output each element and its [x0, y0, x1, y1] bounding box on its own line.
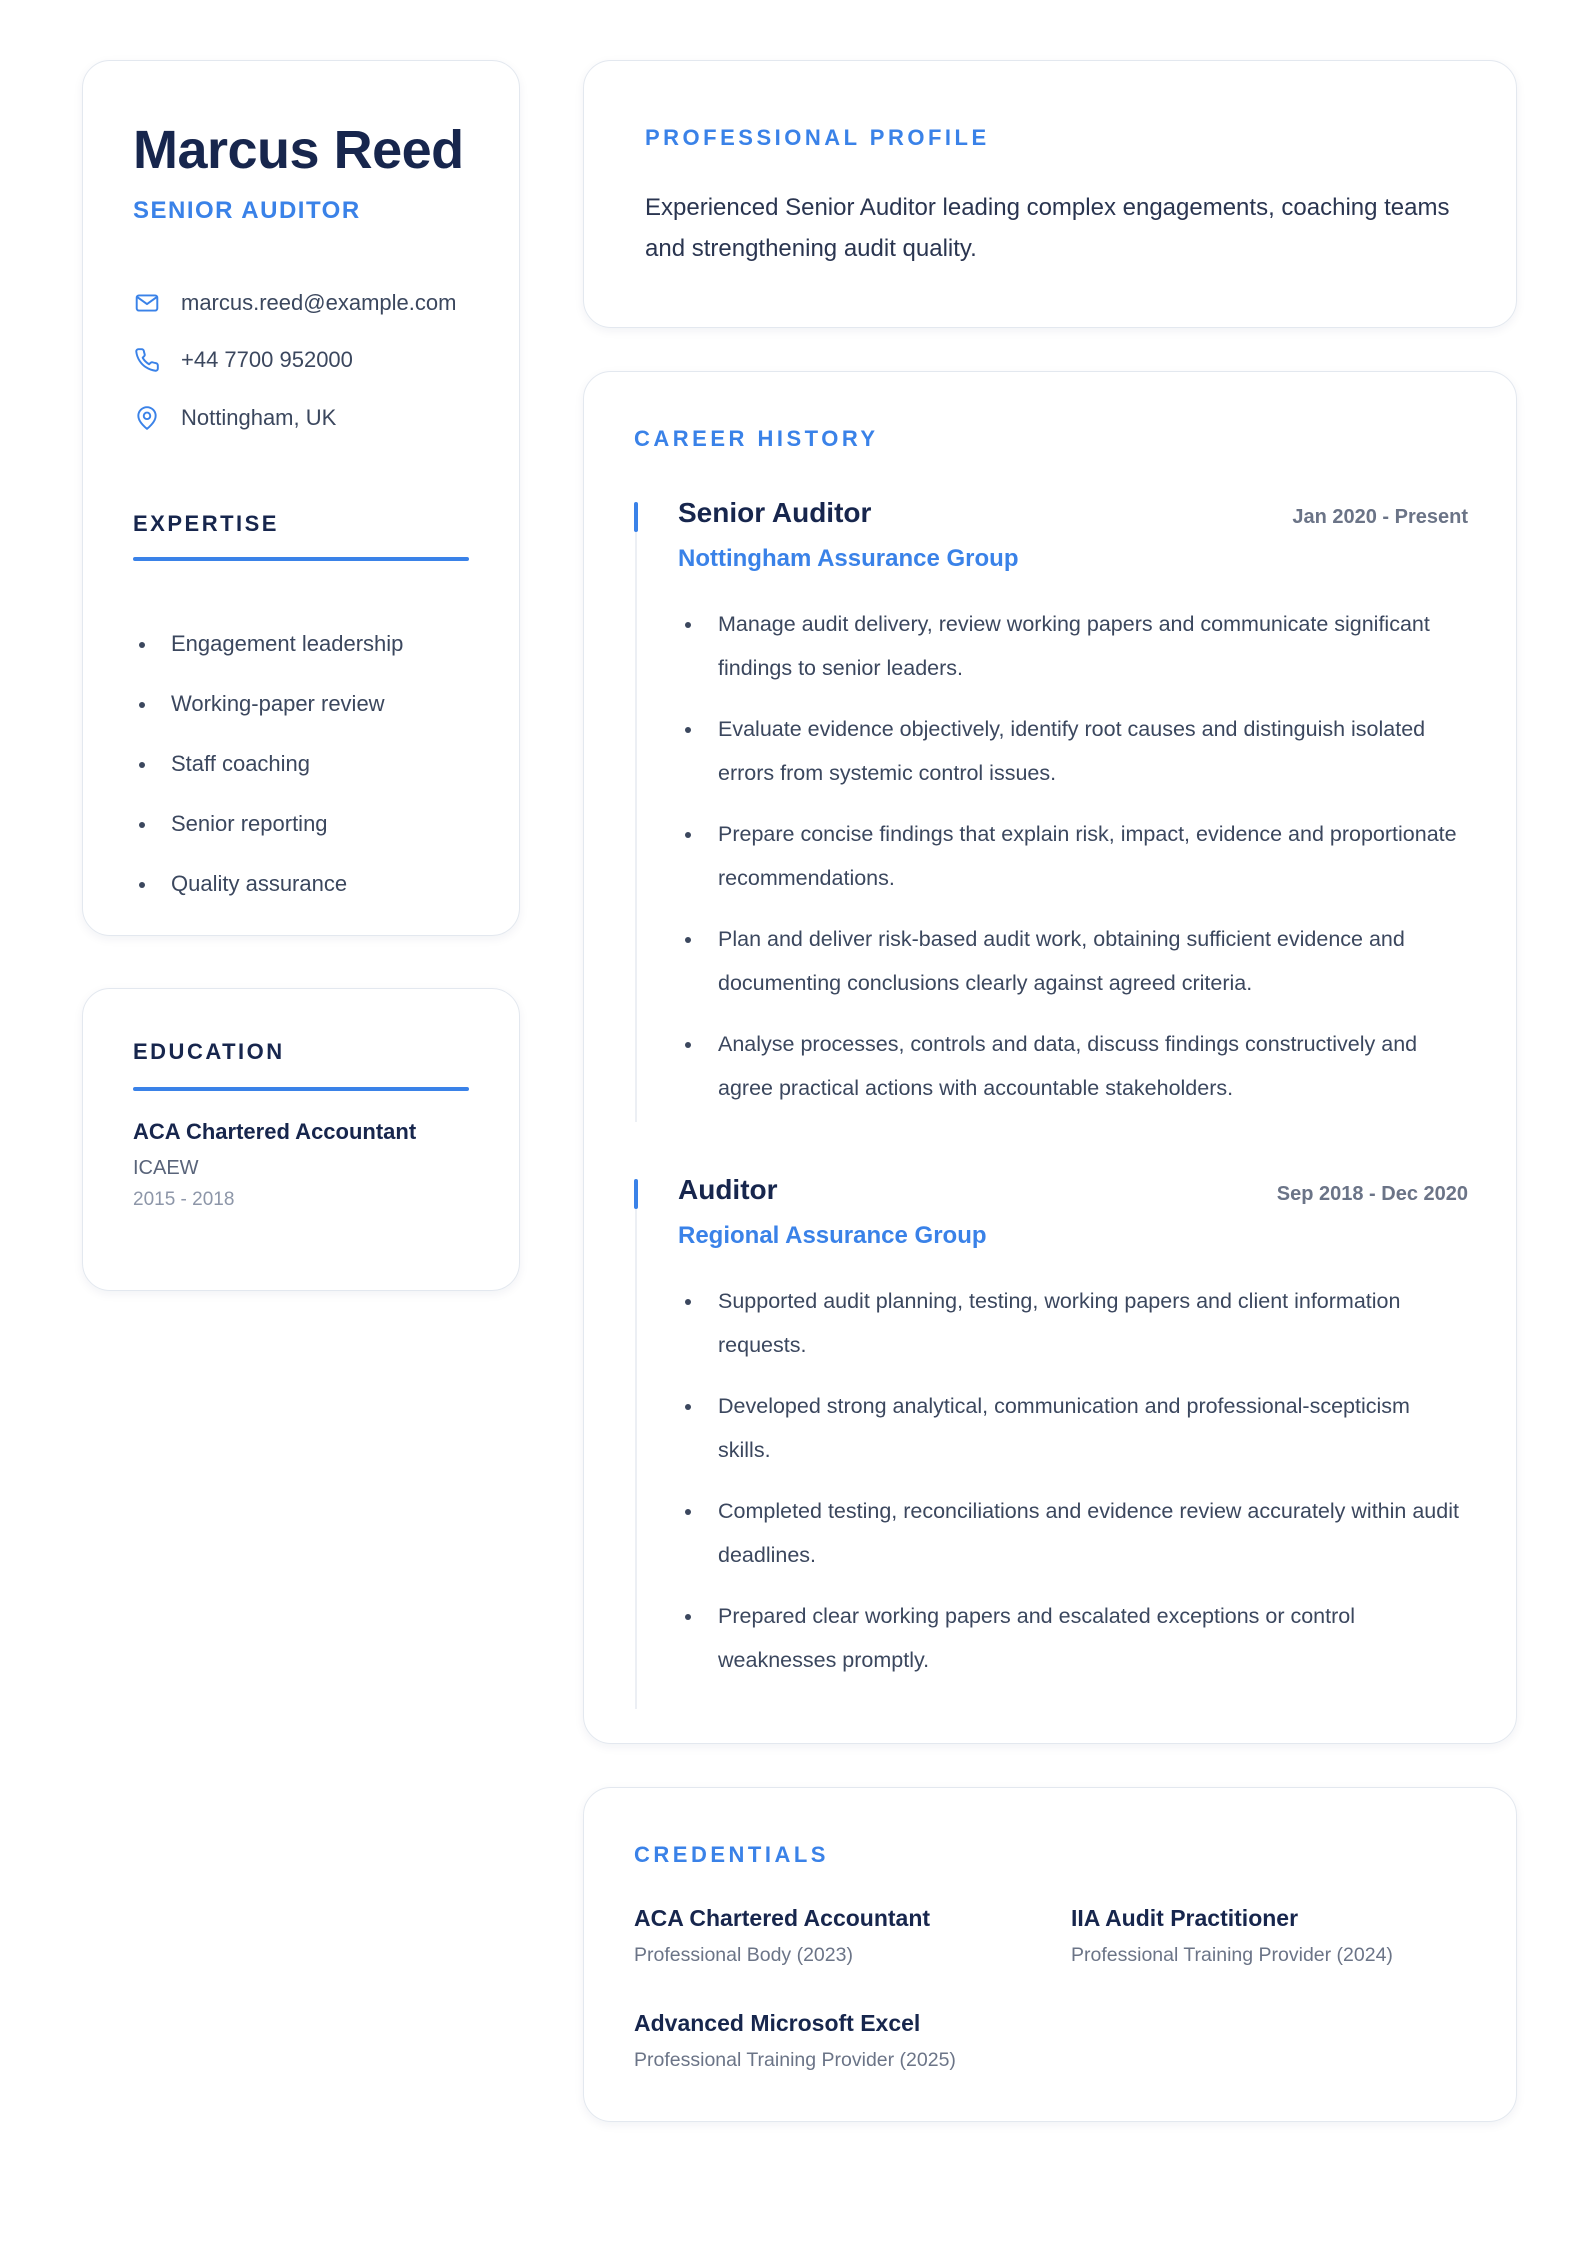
job-title: Auditor	[678, 1174, 778, 1205]
profile-summary: Experienced Senior Auditor leading complex engagements, coaching teams and strengthening audit quality.	[645, 194, 1450, 262]
credential-title: ACA Chartered Accountant	[634, 1905, 931, 1931]
job-company: Regional Assurance Group	[678, 1222, 987, 1249]
identity-card	[82, 60, 520, 936]
education-years: 2015 - 2018	[133, 1189, 235, 1210]
list-item: Analyse processes, controls and data, discuss findings constructively and agree practical actions with accountable stakeholders.	[678, 1022, 1468, 1110]
list-item: Quality assurance	[133, 871, 403, 931]
job-entry-senior-auditor	[634, 497, 1468, 1122]
credential-title: IIA Audit Practitioner	[1071, 1905, 1299, 1931]
contact-phone[interactable]	[133, 346, 353, 374]
list-item: Working-paper review	[133, 691, 403, 751]
location-pin-icon	[133, 404, 161, 432]
education-heading: EDUCATION	[133, 1039, 285, 1064]
bullet-icon	[685, 937, 691, 943]
bullet-icon	[685, 1509, 691, 1515]
job-company: Nottingham Assurance Group	[678, 545, 1019, 572]
career-card	[583, 371, 1517, 1744]
bullet-icon	[139, 822, 145, 828]
contact-location-text: Nottingham, UK	[181, 405, 337, 430]
job-bullets	[678, 1279, 1468, 1699]
bullet-icon	[685, 832, 691, 838]
bullet-icon	[685, 1042, 691, 1048]
education-degree: ACA Chartered Accountant	[133, 1119, 417, 1144]
list-item: Staff coaching	[133, 751, 403, 811]
job-dates: Sep 2018 - Dec 2020	[1276, 1183, 1468, 1205]
credential-detail: Professional Body (2023)	[634, 1944, 853, 1966]
list-item: Prepared clear working papers and escalated exceptions or control weaknesses promptly.	[678, 1594, 1468, 1682]
contact-location	[133, 404, 336, 432]
bullet-icon	[139, 642, 145, 648]
profile-heading: PROFESSIONAL PROFILE	[645, 125, 990, 150]
candidate-name: Marcus Reed	[133, 120, 464, 180]
list-item: Manage audit delivery, review working papers and communicate significant findings to senior leaders.	[678, 602, 1468, 690]
bullet-icon	[685, 1404, 691, 1410]
credentials-card	[583, 1787, 1517, 2122]
contact-email[interactable]	[133, 289, 456, 317]
list-item: Completed testing, reconciliations and evidence review accurately within audit deadlines.	[678, 1489, 1468, 1577]
bullet-icon	[685, 1614, 691, 1620]
list-item: Engagement leadership	[133, 631, 403, 691]
expertise-list	[133, 631, 403, 931]
job-dates: Jan 2020 - Present	[1292, 506, 1468, 528]
list-item: Evaluate evidence objectively, identify root causes and distinguish isolated errors from systemic control issues.	[678, 707, 1468, 795]
bullet-icon	[139, 882, 145, 888]
education-card	[82, 988, 520, 1291]
job-bullets	[678, 602, 1468, 1127]
expertise-heading: EXPERTISE	[133, 511, 279, 536]
job-accent-bar	[634, 502, 638, 532]
credential-item	[634, 2010, 956, 2072]
profile-card	[583, 60, 1517, 328]
mail-icon	[133, 289, 161, 317]
job-timeline-line	[635, 532, 637, 1122]
career-heading: CAREER HISTORY	[634, 426, 879, 451]
job-entry-auditor	[634, 1174, 1468, 1699]
education-institution: ICAEW	[133, 1157, 199, 1179]
contact-phone-text: +44 7700 952000	[181, 347, 353, 372]
job-timeline-line	[635, 1209, 637, 1709]
expertise-divider	[133, 557, 469, 561]
list-item: Prepare concise findings that explain risk, impact, evidence and proportionate recommendations.	[678, 812, 1468, 900]
candidate-title: SENIOR AUDITOR	[133, 197, 361, 224]
credential-detail: Professional Training Provider (2025)	[634, 2049, 956, 2071]
credential-item	[1071, 1905, 1393, 1967]
bullet-icon	[685, 727, 691, 733]
education-divider	[133, 1087, 469, 1091]
credential-detail: Professional Training Provider (2024)	[1071, 1944, 1393, 1966]
list-item: Developed strong analytical, communication and professional-scepticism skills.	[678, 1384, 1468, 1472]
job-accent-bar	[634, 1179, 638, 1209]
list-item: Senior reporting	[133, 811, 403, 871]
list-item: Plan and deliver risk-based audit work, obtaining sufficient evidence and documenting conclusions clearly against agreed criteria.	[678, 917, 1468, 1005]
contact-email-text: marcus.reed@example.com	[181, 290, 457, 315]
list-item: Supported audit planning, testing, working papers and client information requests.	[678, 1279, 1468, 1367]
bullet-icon	[685, 622, 691, 628]
bullet-icon	[139, 702, 145, 708]
bullet-icon	[139, 762, 145, 768]
bullet-icon	[685, 1299, 691, 1305]
credentials-heading: CREDENTIALS	[634, 1842, 829, 1867]
credential-item	[634, 1905, 930, 1967]
job-title: Senior Auditor	[678, 497, 872, 528]
credential-title: Advanced Microsoft Excel	[634, 2010, 921, 2036]
phone-icon	[133, 346, 161, 374]
